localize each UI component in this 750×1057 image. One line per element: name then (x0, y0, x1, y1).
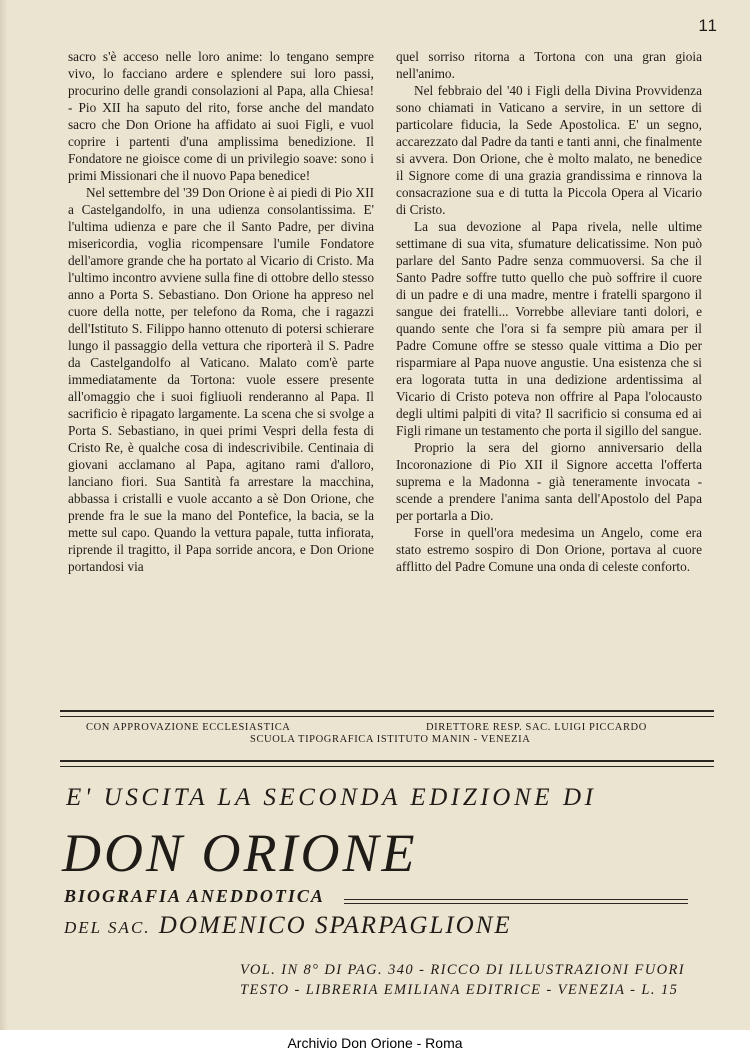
ad-announcement: E' USCITA LA SECONDA EDIZIONE DI (66, 784, 597, 811)
divider-rule-middle (60, 760, 714, 767)
paragraph: Forse in quell'ora medesima un Angelo, come era stato estremo sospiro di Don Orione, portava al cuore afflitto del Padre Comune una onda di celeste conforto. (396, 525, 702, 574)
page-number: 11 (698, 16, 718, 35)
paragraph: quel sorriso ritorna a Tortona con una gran gioia nell'animo. (396, 49, 702, 81)
ad-book-title: DON ORIONE (62, 823, 418, 883)
ad-details-line-2: TESTO - LIBRERIA EMILIANA EDITRICE - VENEZIA - L. 15 (240, 982, 679, 998)
paragraph: sacro s'è acceso nelle loro anime: lo tengano sempre vivo, lo facciano ardere e splendere sui loro passi, procurino delle grandi consolazioni al Papa, alla Chiesa! - Pio XII ha saputo del rito, forse anche del mandato sacro che Don Orione ha affidato ai suoi Figli, e vuol coprire i partenti d'una amplissima benedizione. Il Fondatore ne gioisce come di un privilegio soave: sono i primi Missionari che il nuovo Papa benedice! (68, 49, 374, 183)
ad-author-prefix: DEL SAC. (64, 918, 151, 937)
page-edge-shadow (0, 0, 8, 1057)
article-left-column (68, 48, 374, 575)
ad-details-line-1: VOL. IN 8° DI PAG. 340 - RICCO DI ILLUSTRAZIONI FUORI (240, 962, 686, 978)
ad-author-name: DOMENICO SPARPAGLIONE (158, 912, 512, 939)
subtitle-decorative-rule (344, 899, 688, 904)
responsible-director: DIRETTORE RESP. SAC. LUIGI PICCARDO (426, 722, 647, 733)
paragraph: Nel febbraio del '40 i Figli della Divina Provvidenza sono chiamati in Vaticano a servire, in un settore di particolare fiducia, la Sede Apostolica. E' un segno, accarezzato dal Padre da tanti e tanti anni, che finalmente si avvera. Don Orione, che è molto malato, ne benedice il Signore come di una grazia grandissima e rinnova la consacrazione sua e di tutta la Piccola Opera al Vicario di Cristo. (396, 83, 702, 217)
divider-rule-top (60, 710, 714, 717)
printer-credit: SCUOLA TIPOGRAFICA ISTITUTO MANIN - VENEZIA (250, 734, 531, 745)
ad-book-subtitle: BIOGRAFIA ANEDDOTICA (64, 886, 325, 906)
paragraph: Proprio la sera del giorno anniversario della Incoronazione di Pio XII il Signore accetta l'offerta suprema e la Madonna - già teneramente invocata - scende a prendere l'anima santa dell'Apostolo del Papa per portarla a Dio. (396, 440, 702, 523)
ad-author (64, 912, 512, 940)
archive-footer: Archivio Don Orione - Roma (0, 1030, 750, 1057)
ecclesiastical-approval: CON APPROVAZIONE ECCLESIASTICA (86, 722, 291, 733)
article-right-column (396, 48, 702, 575)
paragraph: Nel settembre del '39 Don Orione è ai piedi di Pio XII a Castelgandolfo, in una udienza consolantissima. E' l'ultima udienza e pare che il Santo Padre, per divina misericordia, voglia ricompensare l'umile Fondatore dell'amore grande che ha portato al Vicario di Cristo. Ma l'ultimo incontro avviene sulla fine di ottobre dello stesso anno a Porta S. Sebastiano. Don Orione ha appreso nel cuore della notte, per telefono da Roma, che i ragazzi dell'Istituto S. Filippo hanno ottenuto di potersi schierare lungo il passaggio della vettura che riporterà il S. Padre da Castelgandolfo al Vaticano. Malato com'è parte immediatamente da Tortona: vuole essere presente all'omaggio che i suoi figliuoli renderanno al Papa. Il sacrificio è ripagato largamente. La scena che si svolge a Porta S. Sebastiano, in quei primi Vespri della festa di Cristo Re, è qualche cosa di indescrivibile. Centinaia di giovani acclamano al Papa, agitano rami d'alloro, lanciano fiori. Sua Santità fa arrestare la macchina, abbassa i cristalli e vuole accanto a sè Don Orione, che prende fra le sue la mano del Pontefice, la bacia, se la mette sul capo. Quando la vettura papale, tutta infiorata, riprende il tragitto, il Papa sorride ancora, e Don Orione portandosi via (68, 185, 374, 574)
paragraph: La sua devozione al Papa rivela, nelle ultime settimane di sua vita, sfumature delicatissime. Non può parlare del Santo Padre senza commuoversi. Sa che il Santo Padre soffre tutto quello che può soffrire il cuore di un padre e di una madre, mentre i fratelli spargono il sangue dei fratelli... Vorrebbe alleviare tanti dolori, e quando sente che l'ora si fa sempre più amara per il Padre Comune offre se stesso quale vittima a Dio per risparmiare al Papa nuove angustie. Una esistenza che si era logorata tutta in una dedizione ardentissima al Vicario di Cristo poteva non offrire al Papa l'olocausto degli ultimi palpiti di vita? Il sacrificio si consuma ed ai Figli rimane un testamento che porta il sigillo del sangue. (396, 219, 702, 438)
